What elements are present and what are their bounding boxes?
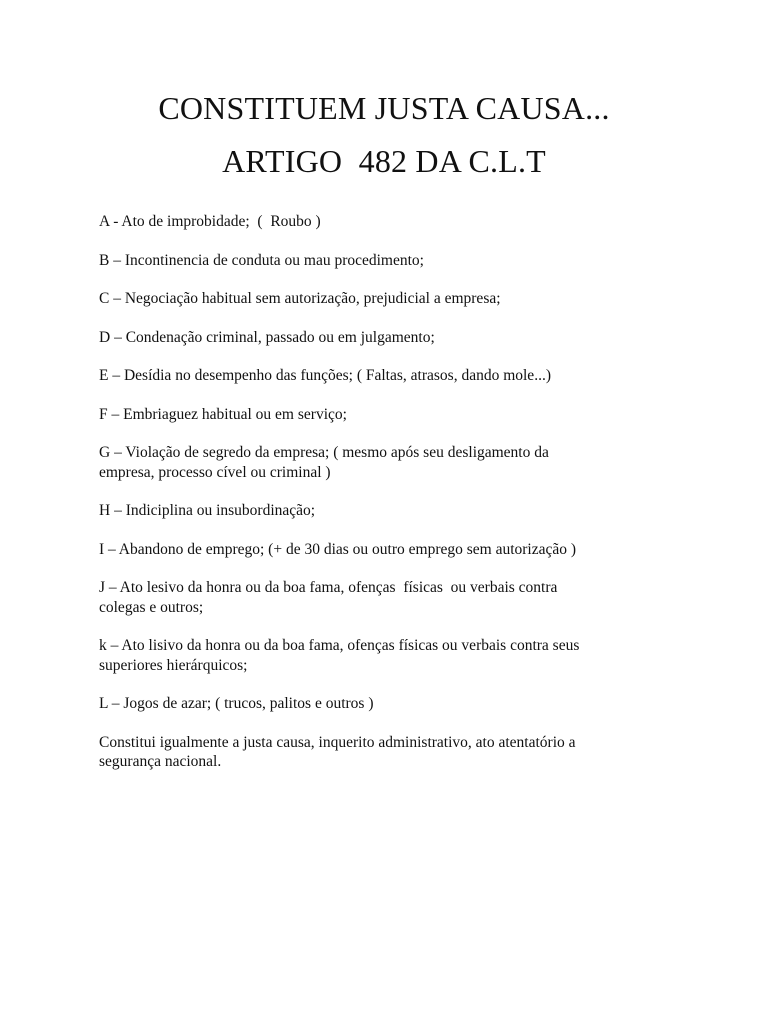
document-title-line-1: CONSTITUEM JUSTA CAUSA... xyxy=(158,90,610,126)
list-item-a: A - Ato de improbidade; ( Roubo ) xyxy=(99,213,321,230)
list-item-j: J – Ato lesivo da honra ou da boa fama, ofenças físicas ou verbais contra colegas e outros; xyxy=(99,579,558,616)
list-item-e: E – Desídia no desempenho das funções; ( Faltas, atrasos, dando mole...) xyxy=(99,367,551,384)
closing-note: Constitui igualmente a justa causa, inquerito administrativo, ato atentatório a segurança nacional. xyxy=(99,733,576,770)
justa-causa-list xyxy=(99,212,659,772)
list-item-i: I – Abandono de emprego; (+ de 30 dias ou outro emprego sem autorização ) xyxy=(99,540,577,558)
list-item-f: F – Embriaguez habitual ou em serviço; xyxy=(99,405,347,423)
list-item-l: L – Jogos de azar; ( trucos, palitos e outros ) xyxy=(99,695,374,712)
list-item-b: B – Incontinencia de conduta ou mau procedimento; xyxy=(99,251,424,269)
list-item-c: C – Negociação habitual sem autorização, prejudicial a empresa; xyxy=(99,290,501,307)
document-title-line-2: ARTIGO 482 DA C.L.T xyxy=(222,143,546,179)
list-item-k: k – Ato lisivo da honra ou da boa fama, ofenças físicas ou verbais contra seus superiores hierárquicos; xyxy=(99,637,580,674)
list-item-h: H – Indiciplina ou insubordinação; xyxy=(99,502,316,519)
list-item-d: D – Condenação criminal, passado ou em julgamento; xyxy=(99,328,435,346)
list-item-g: G – Violação de segredo da empresa; ( mesmo após seu desligamento da empresa, processo cível ou criminal ) xyxy=(99,444,549,481)
